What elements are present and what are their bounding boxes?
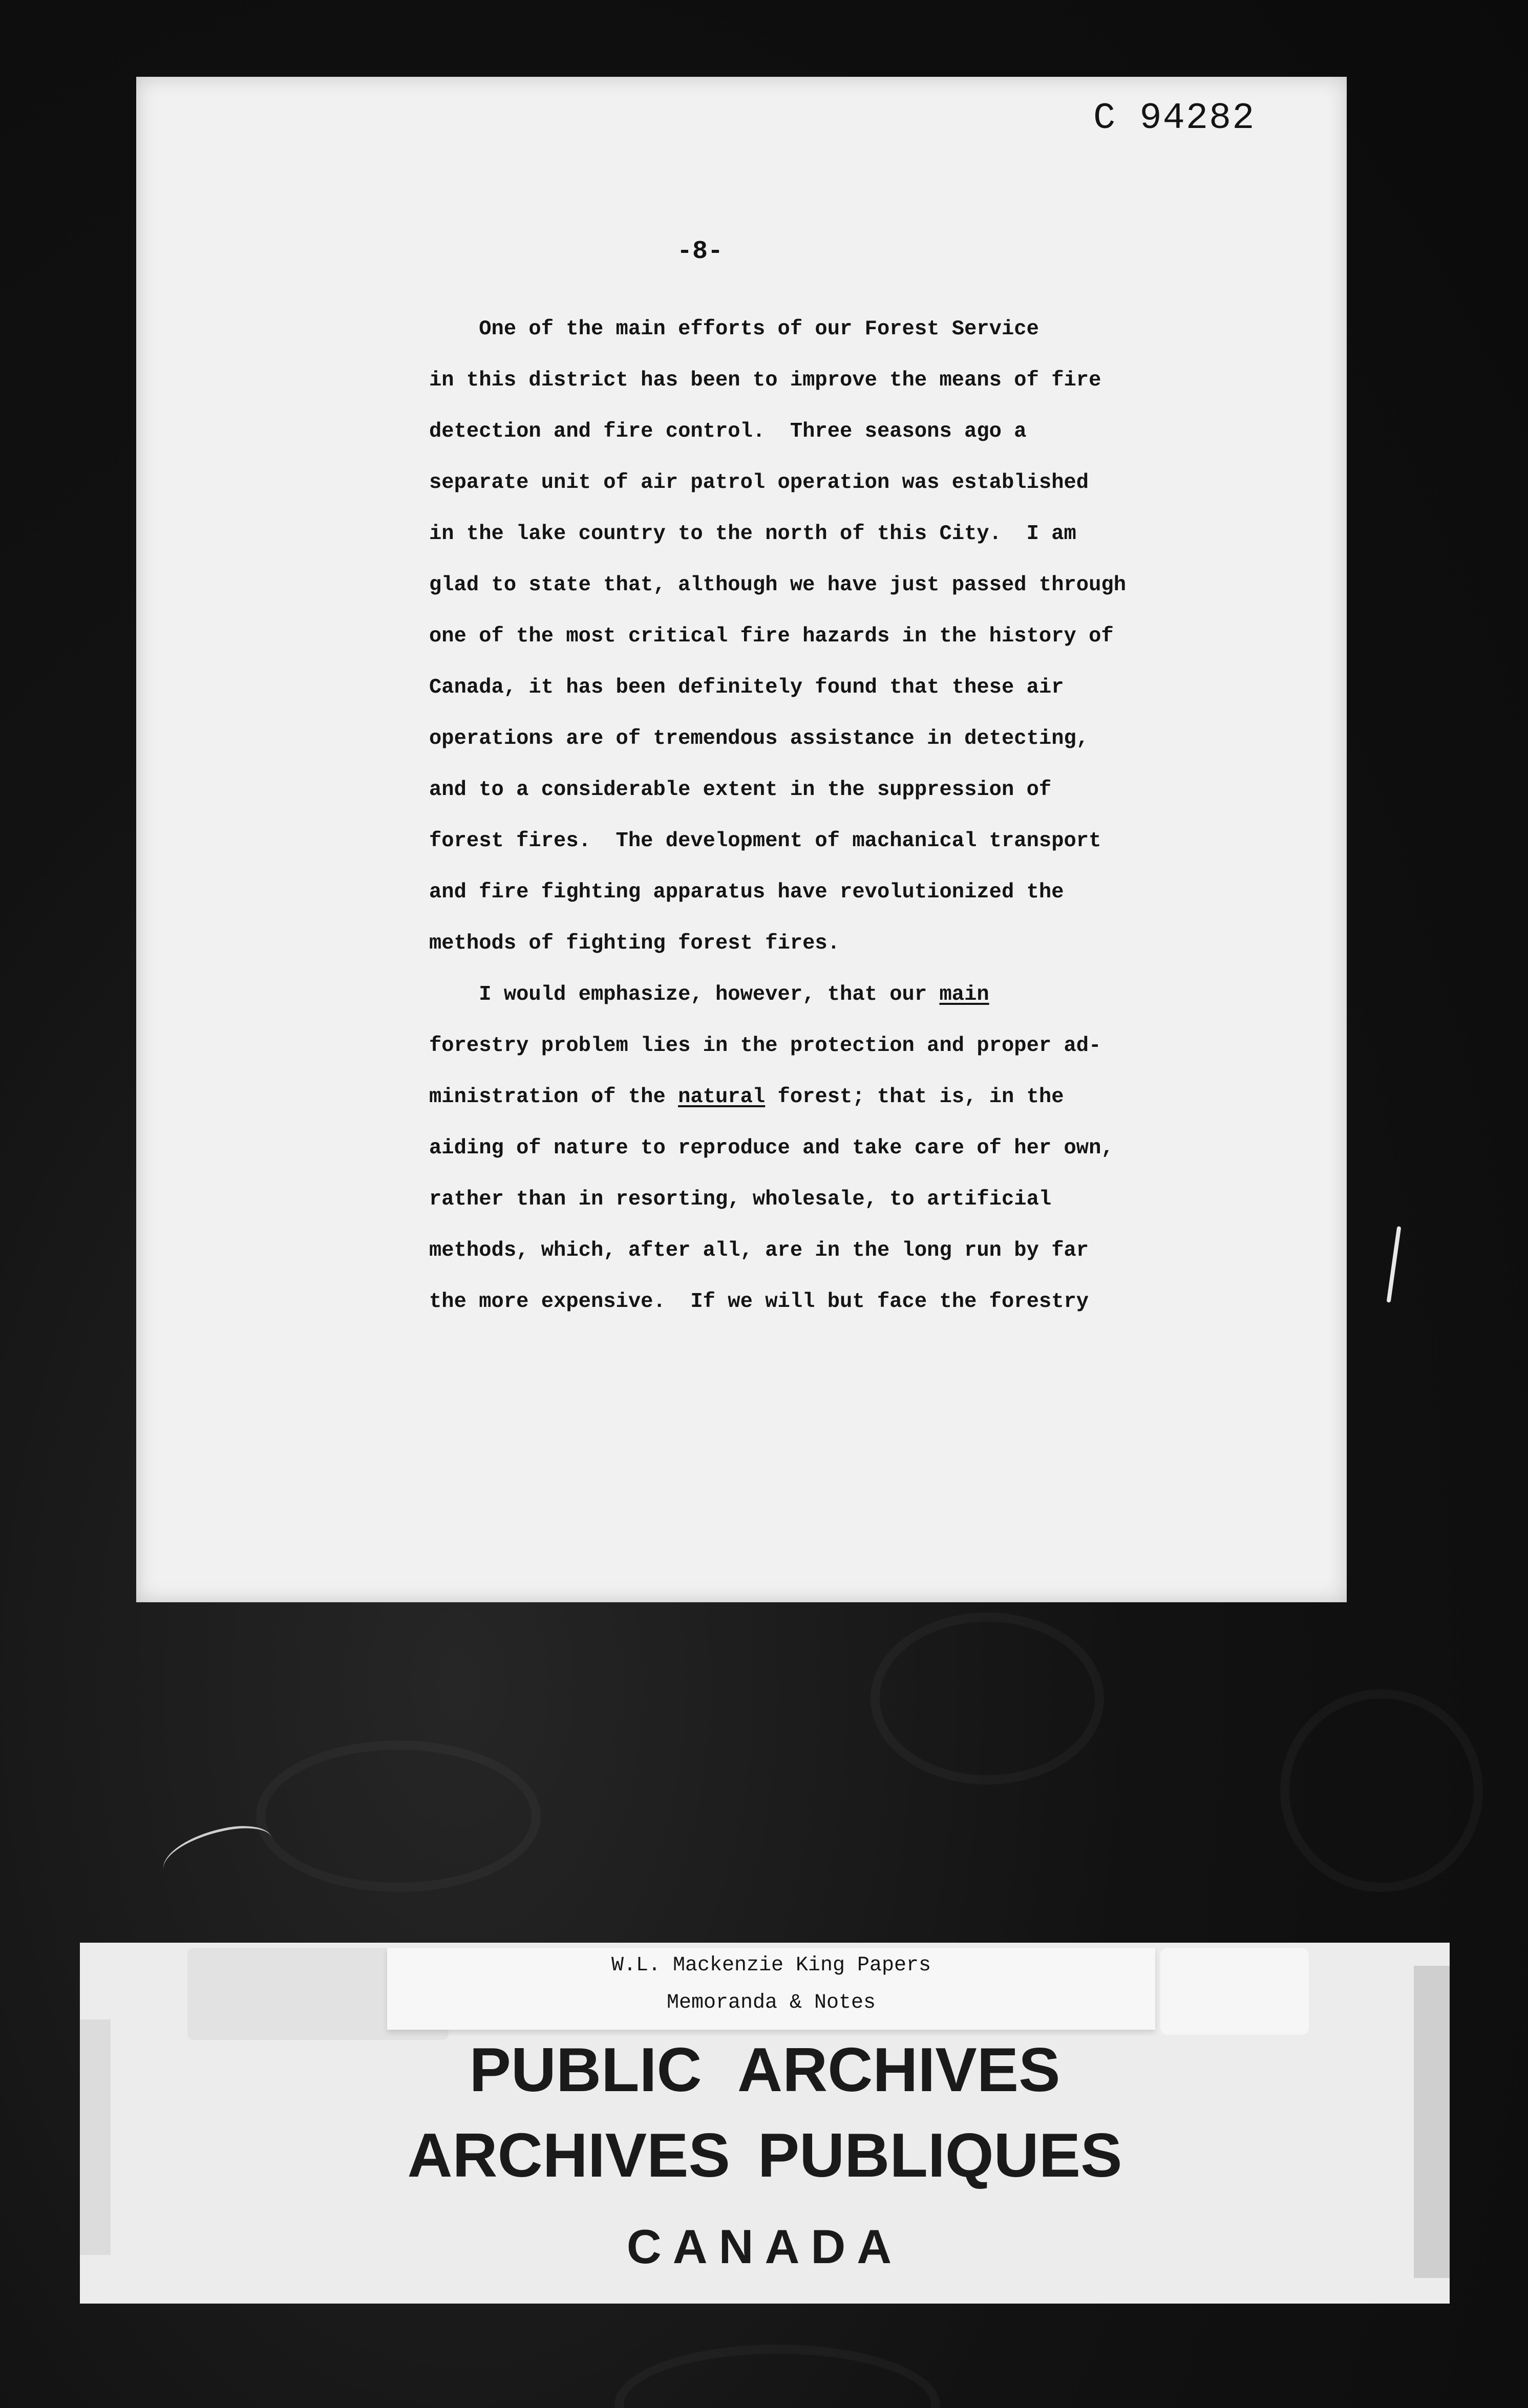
archives-name-english: PUBLIC ARCHIVES: [469, 2035, 1060, 2104]
text-segment: ministration of the: [429, 1085, 678, 1109]
film-scratch: [158, 1819, 278, 1890]
underlined-word: main: [939, 983, 989, 1006]
text-line: rather than in resorting, wholesale, to artificial: [429, 1188, 1052, 1211]
text-line: in the lake country to the north of this City. I am: [429, 522, 1076, 546]
background-texture: [871, 1612, 1104, 1784]
text-line: methods of fighting forest fires.: [429, 932, 840, 955]
tape-piece: [1160, 1948, 1309, 2035]
text-line: detection and fire control. Three seasons ago a: [429, 420, 1027, 443]
reference-number: C 94282: [1093, 97, 1256, 139]
text-line: [429, 1084, 1064, 1110]
text-line: glad to state that, although we have just passed through: [429, 573, 1127, 597]
text-line: methods, which, after all, are in the long run by far: [429, 1239, 1089, 1262]
underlined-word: natural: [678, 1085, 766, 1109]
collection-name: W.L. Mackenzie King Papers: [611, 1954, 931, 1977]
text-line: [429, 982, 989, 1007]
text-line: aiding of nature to reproduce and take care of her own,: [429, 1136, 1114, 1160]
text-line: forest fires. The development of machanical transport: [429, 829, 1101, 853]
text-line: separate unit of air patrol operation was established: [429, 471, 1089, 494]
text-line: forestry problem lies in the protection and proper ad-: [429, 1034, 1101, 1058]
text-line: one of the most critical fire hazards in the history of: [429, 625, 1114, 648]
background-texture: [256, 1740, 541, 1892]
text-segment: I would emphasize, however, that our: [429, 983, 940, 1006]
archive-label: [80, 1943, 1450, 2304]
text-segment: forest; that is, in the: [765, 1085, 1064, 1109]
text-line: One of the main efforts of our Forest Service: [429, 317, 1039, 341]
text-line: and to a considerable extent in the suppression of: [429, 778, 1052, 802]
text-line: the more expensive. If we will but face the forestry: [429, 1290, 1089, 1314]
collection-tab: [387, 1948, 1155, 2030]
margin-mark: [1387, 1226, 1402, 1303]
background-texture: [1280, 1689, 1483, 1892]
text-line: operations are of tremendous assistance in detecting,: [429, 727, 1089, 750]
background-texture: [614, 2345, 940, 2408]
archives-country: CANADA: [626, 2220, 903, 2273]
archives-name-french: ARCHIVES PUBLIQUES: [407, 2120, 1122, 2190]
text-line: Canada, it has been definitely found that these air: [429, 676, 1064, 699]
page-number: -8-: [677, 237, 724, 266]
text-line: and fire fighting apparatus have revolutionized the: [429, 880, 1064, 904]
text-line: in this district has been to improve the means of fire: [429, 369, 1101, 392]
series-name: Memoranda & Notes: [666, 1991, 876, 2014]
document-page: [136, 77, 1347, 1602]
